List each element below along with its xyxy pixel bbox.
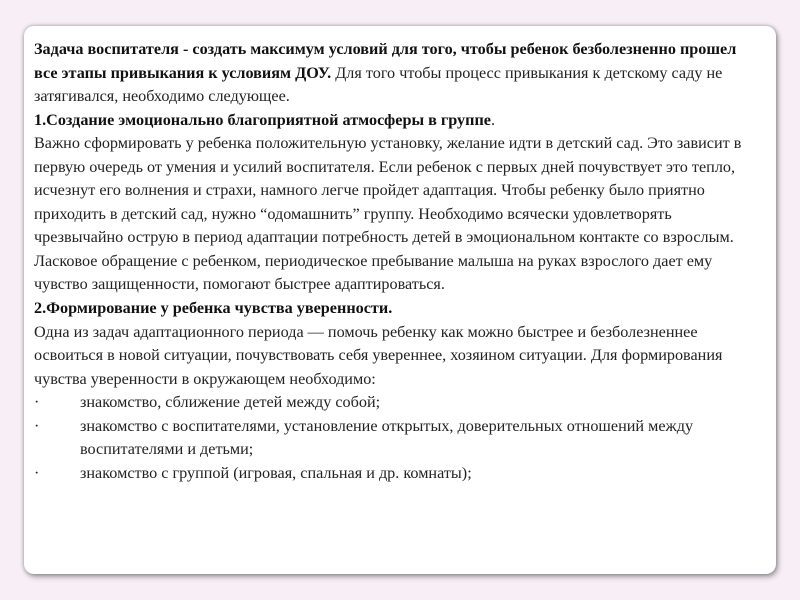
list-item xyxy=(34,415,756,462)
section1-heading xyxy=(34,109,756,133)
list-item xyxy=(34,462,756,486)
bullet-marker: · xyxy=(34,463,40,482)
section1-heading-text: 1.Создание эмоционально благоприятной атмосферы в группе xyxy=(34,110,491,129)
section1-body: Важно сформировать у ребенка положительную установку, желание идти в детский сад. Это зависит в первую очередь от умения и усилий воспитателя. Если ребенок с первых дней почувствует это тепло, исчезнут его волнения и страхи, намного легче пройдет адаптация. Чтобы ребенку было приятно приходить в детский сад, нужно “одомашнить” группу. Необходимо всячески удовлетворять чрезвычайно острую в период адаптации потребность детей в эмоциональном контакте со взрослым. Ласковое обращение с ребенком, периодическое пребывание малыша на руках взрослого дает ему чувство защищенности, помогают быстрее адаптироваться. xyxy=(34,134,742,294)
intro-text: Для того чтобы процесс привыкания к детскому саду не затягивался, необходимо следующее. xyxy=(34,63,723,106)
slide-card xyxy=(24,26,776,574)
list-item-text: знакомство, сближение детей между собой; xyxy=(80,393,381,412)
section2-heading: 2.Формирование у ребенка чувства уверенности. xyxy=(34,299,393,318)
bullet-marker: · xyxy=(34,416,40,435)
slide-text xyxy=(34,38,756,485)
intro-paragraph xyxy=(34,38,756,109)
bullet-marker: · xyxy=(34,393,40,412)
section1-heading-tail: . xyxy=(491,110,496,129)
list-item xyxy=(34,391,756,415)
list-item-text: знакомство с группой (игровая, спальная и др. комнаты); xyxy=(80,463,472,482)
list-item-text: знакомство с воспитателями, установление открытых, доверительных отношений между воспитателями и детьми; xyxy=(80,416,694,459)
intro-bold-text: Задача воспитателя - создать максимум условий для того, чтобы ребенок безболезненно прошел все этапы привыкания к условиям ДОУ. xyxy=(34,40,737,82)
section2-body: Одна из задач адаптационного периода — помочь ребенку как можно быстрее и безболезненнее освоиться в новой ситуации, почувствовать себя увереннее, хозяином ситуации. Для формирования чувства уверенности в окружающем необходимо: xyxy=(34,322,723,388)
